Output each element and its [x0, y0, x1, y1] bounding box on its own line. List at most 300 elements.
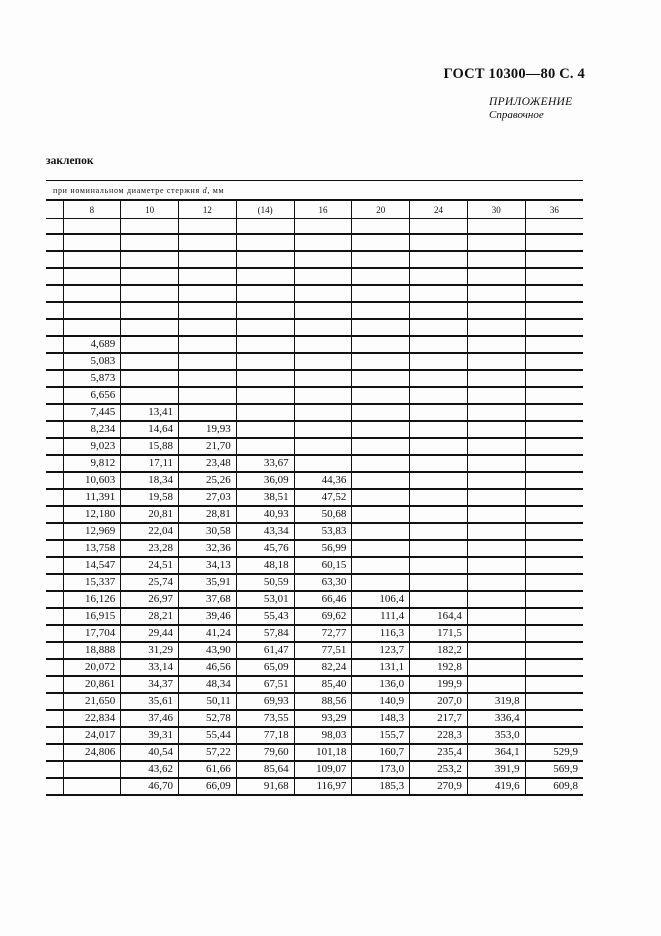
table-cell: 36,09	[236, 472, 294, 489]
table-cell	[46, 234, 63, 251]
table-cell	[46, 489, 63, 506]
table-cell	[63, 319, 121, 336]
table-cell: 53,01	[236, 591, 294, 608]
table-cell: 6,656	[63, 387, 121, 404]
table-cell	[525, 268, 583, 285]
table-cell	[46, 557, 63, 574]
table-cell: 72,77	[294, 625, 352, 642]
table-cell	[236, 404, 294, 421]
table-cell	[63, 778, 121, 795]
table-cell	[525, 336, 583, 353]
table-cell	[121, 302, 179, 319]
table-cell	[352, 336, 410, 353]
table-cell: 21,650	[63, 693, 121, 710]
table-cell: 98,03	[294, 727, 352, 744]
table-cell: 63,30	[294, 574, 352, 591]
table-cell: 85,64	[236, 761, 294, 778]
table-cell	[525, 591, 583, 608]
table-cell: 21,70	[179, 438, 237, 455]
table-cell: 364,1	[467, 744, 525, 761]
table-cell: 23,28	[121, 540, 179, 557]
table-cell: 18,888	[63, 642, 121, 659]
table-row	[46, 319, 583, 336]
table-cell: 43,34	[236, 523, 294, 540]
table-cell: 12,969	[63, 523, 121, 540]
table-cell	[236, 336, 294, 353]
table-cell	[294, 370, 352, 387]
table-cell	[236, 438, 294, 455]
mass-table	[46, 199, 583, 796]
table-cell	[294, 285, 352, 302]
table-cell	[46, 506, 63, 523]
table-cell: 35,61	[121, 693, 179, 710]
table-cell	[467, 370, 525, 387]
table-row	[46, 744, 583, 761]
column-header: 8	[63, 200, 121, 219]
table-cell	[467, 557, 525, 574]
table-cell: 57,84	[236, 625, 294, 642]
table-cell: 17,704	[63, 625, 121, 642]
table-cell	[467, 404, 525, 421]
table-cell: 16,126	[63, 591, 121, 608]
table-cell: 33,67	[236, 455, 294, 472]
table-cell: 34,13	[179, 557, 237, 574]
table-cell	[63, 285, 121, 302]
table-cell: 569,9	[525, 761, 583, 778]
table-cell: 20,861	[63, 676, 121, 693]
table-cell	[467, 353, 525, 370]
table-cell	[352, 455, 410, 472]
table-cell	[46, 319, 63, 336]
table-cell	[525, 234, 583, 251]
table-row	[46, 710, 583, 727]
table-cell: 50,68	[294, 506, 352, 523]
table-cell: 24,017	[63, 727, 121, 744]
table-cell	[46, 744, 63, 761]
table-cell	[410, 591, 468, 608]
table-cell	[46, 285, 63, 302]
table-cell	[46, 710, 63, 727]
table-cell	[46, 642, 63, 659]
table-cell: 55,43	[236, 608, 294, 625]
table-cell: 32,36	[179, 540, 237, 557]
table-cell	[294, 268, 352, 285]
table-cell: 27,03	[179, 489, 237, 506]
table-row	[46, 455, 583, 472]
table-cell: 192,8	[410, 659, 468, 676]
table-cell: 57,22	[179, 744, 237, 761]
table-cell	[525, 608, 583, 625]
table-cell	[294, 302, 352, 319]
table-cell	[179, 251, 237, 268]
table-cell: 13,41	[121, 404, 179, 421]
table-cell	[525, 404, 583, 421]
table-cell: 39,31	[121, 727, 179, 744]
table-row	[46, 642, 583, 659]
table-cell	[63, 302, 121, 319]
table-cell: 61,66	[179, 761, 237, 778]
table-cell	[294, 438, 352, 455]
table-cell: 39,46	[179, 608, 237, 625]
table-cell	[121, 353, 179, 370]
table-cell: 19,93	[179, 421, 237, 438]
table-cell: 61,47	[236, 642, 294, 659]
table-cell	[121, 268, 179, 285]
table-cell	[352, 285, 410, 302]
table-cell	[467, 506, 525, 523]
table-cell: 22,834	[63, 710, 121, 727]
table-cell: 529,9	[525, 744, 583, 761]
table-cell: 20,072	[63, 659, 121, 676]
table-cell	[46, 727, 63, 744]
table-cell	[525, 219, 583, 234]
table-cell	[410, 421, 468, 438]
column-header: 20	[352, 200, 410, 219]
table-cell	[467, 523, 525, 540]
table-cell: 12,180	[63, 506, 121, 523]
table-row	[46, 353, 583, 370]
table-cell	[46, 778, 63, 795]
table-cell: 25,74	[121, 574, 179, 591]
table-cell	[352, 438, 410, 455]
table-cell: 319,8	[467, 693, 525, 710]
table-cell: 77,51	[294, 642, 352, 659]
table-cell: 15,337	[63, 574, 121, 591]
table-cell: 5,083	[63, 353, 121, 370]
table-cell	[410, 387, 468, 404]
table-cell: 46,70	[121, 778, 179, 795]
table-cell	[46, 676, 63, 693]
table-cell	[294, 319, 352, 336]
table-cell	[467, 319, 525, 336]
table-cell	[46, 591, 63, 608]
table-cell: 67,51	[236, 676, 294, 693]
table-cell	[236, 353, 294, 370]
table-cell: 353,0	[467, 727, 525, 744]
table-cell	[46, 625, 63, 642]
table-cell	[467, 219, 525, 234]
table-cell: 123,7	[352, 642, 410, 659]
table-cell	[410, 251, 468, 268]
table-cell	[525, 659, 583, 676]
table-cell: 65,09	[236, 659, 294, 676]
table-cell	[352, 472, 410, 489]
table-row	[46, 472, 583, 489]
table-cell: 160,7	[352, 744, 410, 761]
table-cell	[46, 268, 63, 285]
table-cell	[294, 353, 352, 370]
table-cell	[467, 234, 525, 251]
table-cell	[179, 336, 237, 353]
table-cell	[352, 557, 410, 574]
table-cell	[294, 455, 352, 472]
table-cell	[121, 370, 179, 387]
table-cell: 48,34	[179, 676, 237, 693]
table-cell	[294, 421, 352, 438]
appendix-note: Справочное	[489, 109, 544, 121]
table-cell: 9,812	[63, 455, 121, 472]
table-cell: 28,81	[179, 506, 237, 523]
table-cell	[63, 268, 121, 285]
table-cell	[410, 557, 468, 574]
table-row	[46, 778, 583, 795]
table-cell	[46, 219, 63, 234]
table-cell: 185,3	[352, 778, 410, 795]
table-cell	[467, 574, 525, 591]
table-cell	[467, 591, 525, 608]
table-cell	[46, 455, 63, 472]
column-header: 36	[525, 200, 583, 219]
table-cell	[63, 251, 121, 268]
table-cell	[525, 489, 583, 506]
table-row	[46, 370, 583, 387]
table-cell	[525, 557, 583, 574]
table-cell: 30,58	[179, 523, 237, 540]
table-cell	[410, 219, 468, 234]
table-cell: 8,234	[63, 421, 121, 438]
table-cell	[467, 268, 525, 285]
table-cell	[410, 370, 468, 387]
table-cell	[410, 285, 468, 302]
table-cell: 24,806	[63, 744, 121, 761]
table-cell	[525, 285, 583, 302]
table-cell	[525, 455, 583, 472]
table-cell	[467, 489, 525, 506]
table-cell	[410, 353, 468, 370]
table-cell: 217,7	[410, 710, 468, 727]
table-cell: 136,0	[352, 676, 410, 693]
table-cell: 5,873	[63, 370, 121, 387]
table-row	[46, 625, 583, 642]
table-row	[46, 285, 583, 302]
table-cell: 37,46	[121, 710, 179, 727]
table-row	[46, 574, 583, 591]
table-cell	[46, 438, 63, 455]
column-header: (14)	[236, 200, 294, 219]
table-cell	[179, 353, 237, 370]
table-row	[46, 251, 583, 268]
table-cell	[467, 251, 525, 268]
table-cell	[525, 727, 583, 744]
table-cell	[352, 268, 410, 285]
table-cell	[236, 302, 294, 319]
table-cell	[294, 387, 352, 404]
column-header: 24	[410, 200, 468, 219]
table-cell	[121, 285, 179, 302]
table-cell: 66,46	[294, 591, 352, 608]
table-cell	[352, 506, 410, 523]
table-cell	[410, 302, 468, 319]
table-cell: 53,83	[294, 523, 352, 540]
table-cell	[352, 302, 410, 319]
table-cell: 609,8	[525, 778, 583, 795]
table-row	[46, 421, 583, 438]
table-cell	[525, 387, 583, 404]
table-cell: 18,34	[121, 472, 179, 489]
table-cell	[46, 387, 63, 404]
table-cell	[352, 251, 410, 268]
table-cell	[525, 438, 583, 455]
table-cell	[352, 540, 410, 557]
table-cell: 45,76	[236, 540, 294, 557]
table-cell	[525, 523, 583, 540]
table-cell	[410, 472, 468, 489]
table-cell	[410, 336, 468, 353]
table-cell	[410, 574, 468, 591]
table-cell: 116,97	[294, 778, 352, 795]
table-cell: 23,48	[179, 455, 237, 472]
table-cell: 22,04	[121, 523, 179, 540]
table-cell: 253,2	[410, 761, 468, 778]
table-cell: 9,023	[63, 438, 121, 455]
table-cell	[352, 219, 410, 234]
table-cell: 14,547	[63, 557, 121, 574]
table-cell	[46, 336, 63, 353]
table-cell	[525, 625, 583, 642]
table-cell	[467, 387, 525, 404]
table-cell: 17,11	[121, 455, 179, 472]
table-cell	[352, 319, 410, 336]
appendix-title: ПРИЛОЖЕНИЕ	[489, 96, 573, 108]
table-cell	[236, 251, 294, 268]
table-cell: 40,93	[236, 506, 294, 523]
table-cell	[121, 219, 179, 234]
table-cell	[121, 336, 179, 353]
column-header	[46, 200, 63, 219]
table-cell	[467, 455, 525, 472]
table-cell	[179, 370, 237, 387]
table-cell: 199,9	[410, 676, 468, 693]
table-cell	[294, 336, 352, 353]
table-cell	[46, 659, 63, 676]
table-cell	[179, 285, 237, 302]
table-cell	[525, 319, 583, 336]
column-header: 16	[294, 200, 352, 219]
table-cell	[46, 404, 63, 421]
table-cell: 38,51	[236, 489, 294, 506]
table-cell	[352, 387, 410, 404]
table-row	[46, 302, 583, 319]
table-cell: 69,93	[236, 693, 294, 710]
table-cell	[179, 319, 237, 336]
table-cell	[410, 234, 468, 251]
table-cell	[525, 710, 583, 727]
table-row	[46, 693, 583, 710]
table-cell	[46, 421, 63, 438]
table-cell	[294, 251, 352, 268]
table-cell	[179, 268, 237, 285]
table-cell: 270,9	[410, 778, 468, 795]
table-cell	[352, 489, 410, 506]
table-row	[46, 761, 583, 778]
table-cell: 235,4	[410, 744, 468, 761]
table-cell: 33,14	[121, 659, 179, 676]
table-cell: 171,5	[410, 625, 468, 642]
table-cell: 77,18	[236, 727, 294, 744]
table-cell: 131,1	[352, 659, 410, 676]
table-cell: 40,54	[121, 744, 179, 761]
table-cell	[63, 219, 121, 234]
table-cell: 43,90	[179, 642, 237, 659]
table-row	[46, 727, 583, 744]
table-cell	[121, 251, 179, 268]
table-cell	[410, 438, 468, 455]
table-cell: 111,4	[352, 608, 410, 625]
table-row	[46, 608, 583, 625]
table-cell: 47,52	[294, 489, 352, 506]
table-cell: 101,18	[294, 744, 352, 761]
table-cell: 79,60	[236, 744, 294, 761]
table-cell: 91,68	[236, 778, 294, 795]
column-header: 10	[121, 200, 179, 219]
table-row	[46, 659, 583, 676]
table-cell: 50,11	[179, 693, 237, 710]
table-row	[46, 387, 583, 404]
table-row	[46, 489, 583, 506]
table-cell: 55,44	[179, 727, 237, 744]
table-cell: 19,58	[121, 489, 179, 506]
table-row	[46, 591, 583, 608]
table-cell: 336,4	[467, 710, 525, 727]
table-cell	[467, 472, 525, 489]
table-cell: 56,99	[294, 540, 352, 557]
table-cell: 16,915	[63, 608, 121, 625]
table-cell: 24,51	[121, 557, 179, 574]
table-row	[46, 336, 583, 353]
table-cell: 85,40	[294, 676, 352, 693]
table-cell	[525, 370, 583, 387]
table-cell: 60,15	[294, 557, 352, 574]
table-row	[46, 676, 583, 693]
table-cell	[467, 676, 525, 693]
table-cell	[179, 302, 237, 319]
table-cell	[236, 370, 294, 387]
table-row	[46, 219, 583, 234]
table-cell: 29,44	[121, 625, 179, 642]
table-cell	[525, 251, 583, 268]
table-cell: 164,4	[410, 608, 468, 625]
table-cell	[410, 455, 468, 472]
table-cell	[46, 574, 63, 591]
table-cell: 69,62	[294, 608, 352, 625]
table-cell: 25,26	[179, 472, 237, 489]
table-cell: 15,88	[121, 438, 179, 455]
table-cell	[121, 387, 179, 404]
column-header: 30	[467, 200, 525, 219]
table-cell	[46, 693, 63, 710]
table-cell	[467, 336, 525, 353]
table-cell	[467, 540, 525, 557]
table-cell	[410, 540, 468, 557]
table-cell: 148,3	[352, 710, 410, 727]
table-cell: 48,18	[236, 557, 294, 574]
table-cell	[525, 574, 583, 591]
table-caption: при номинальном диаметре стержня d, мм	[53, 186, 225, 195]
table-cell: 46,56	[179, 659, 237, 676]
table-row	[46, 540, 583, 557]
table-cell	[294, 404, 352, 421]
table-cell	[179, 404, 237, 421]
table-cell: 31,29	[121, 642, 179, 659]
table-cell	[236, 219, 294, 234]
table-cell: 26,97	[121, 591, 179, 608]
table-cell	[236, 285, 294, 302]
table-cell	[410, 404, 468, 421]
table-cell	[121, 234, 179, 251]
table-header-row	[46, 200, 583, 219]
table-cell	[525, 353, 583, 370]
table-cell	[467, 285, 525, 302]
